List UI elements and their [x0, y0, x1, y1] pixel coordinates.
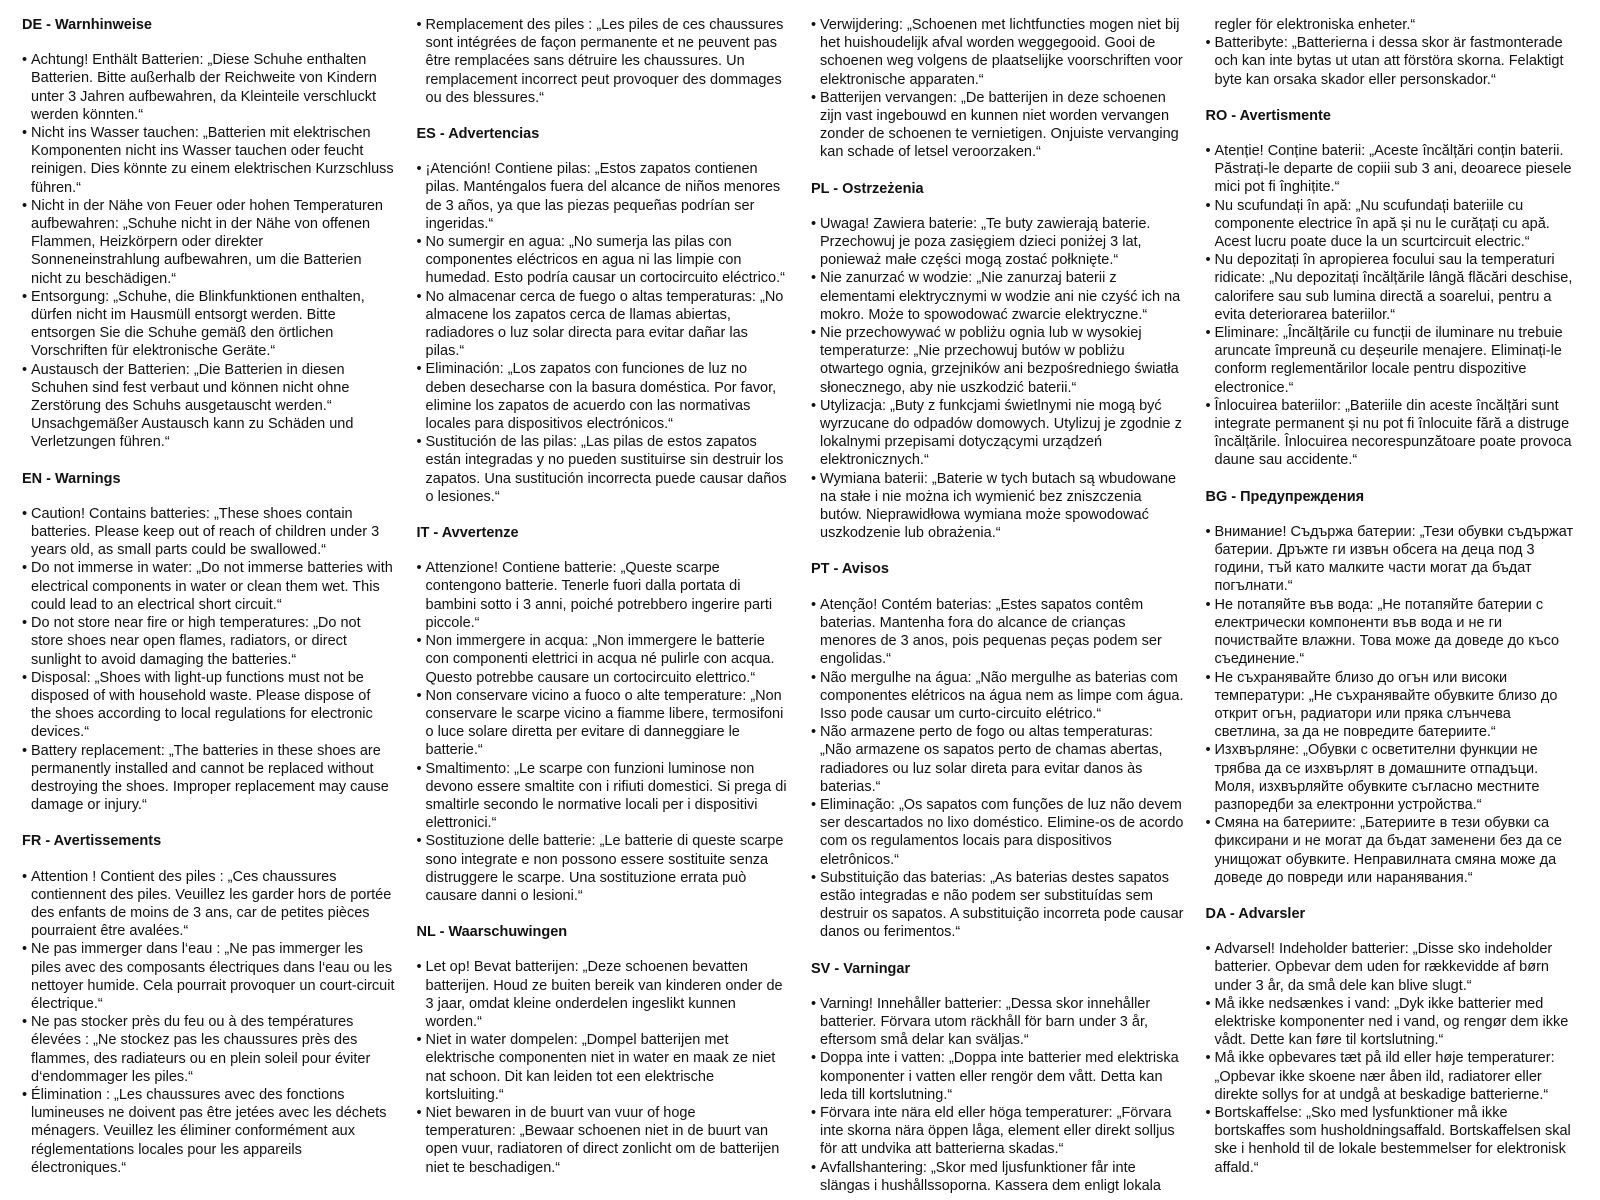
warning-item: • Изхвърляне: „Обувки с осветителни функции не трябва да се изхвърлят в домашните отпадъци. Моля, изхвърляйте обувките съгласно местните разпоредби за електронни устройства.“ — [1206, 741, 1579, 814]
warning-item: • Nu depozitați în apropierea focului sau la temperaturi ridicate: „Nu depozitați încălțările lângă flăcări deschise, calorifere sau sub lumina directă a soarelui, pentru a evita deteriorarea bateriilor.“ — [1206, 251, 1579, 324]
section-heading: DE - Warnhinweise — [22, 17, 152, 33]
section-de — [22, 16, 395, 452]
section-heading: FR - Avertissements — [22, 833, 162, 850]
section-ro — [1206, 107, 1579, 470]
warning-item: • Do not store near fire or high temperatures: „Do not store shoes near open flames, radiators, or direct sunlight to avoid damaging the batteries.“ — [22, 614, 395, 669]
warning-list — [22, 51, 395, 451]
warning-item: • No sumergir en agua: „No sumerja las pilas con componentes eléctricos en agua ni las limpie con humedad. Esto podría causar un cortocircuito eléctrico.“ — [417, 233, 790, 288]
warning-item: • Ne pas immerger dans l‘eau : „Ne pas immerger les piles avec des composants électriques dans l‘eau ou les nettoyer humide. Cela pourrait provoquer un court-circuit électrique.“ — [22, 940, 395, 1013]
warning-list — [22, 505, 395, 814]
warning-item: • Не съхранявайте близо до огън или високи температури: „Не съхранявайте обувките близо до открит огън, радиатори или пряка слънчева светлина, за да не повредите батериите.“ — [1206, 669, 1579, 742]
section-it — [417, 524, 790, 905]
section-heading: PL - Ostrzeżenia — [811, 180, 924, 197]
warning-item: • Avfallshantering: „Skor med ljusfunktioner får inte slängas i hushållssoporna. Kassera dem enligt lokala regler för elektroniska enheter.“ — [811, 16, 1578, 1200]
warning-item: • Entsorgung: „Schuhe, die Blinkfunktionen enthalten, dürfen nicht im Hausmüll entsorgt werden. Bitte entsorgen Sie die Schuhe gemäß den örtlichen Vorschriften für elektronische Geräte.“ — [22, 288, 395, 361]
warning-item: • Wymiana baterii: „Baterie w tych butach są wbudowane na stałe i nie można ich wymienić bez zniszczenia butów. Nieprawidłowa wymiana może spowodować uszkodzenie lub obrażenia.“ — [811, 470, 1184, 543]
warning-item: • Nicht ins Wasser tauchen: „Batterien mit elektrischen Komponenten nicht ins Wasser tauchen oder feucht reinigen. Dies könnte zu einem elektrischen Kurzschluss führen.“ — [22, 124, 395, 197]
warning-item: • Nu scufundați în apă: „Nu scufundați bateriile cu componente electrice în apă și nu le curățați cu apă. Acest lucru poate duce la un scurtcircuit electric.“ — [1206, 197, 1579, 252]
warning-item: • Bortskaffelse: „Sko med lysfunktioner må ikke bortskaffes som husholdningsaffald. Bortskaffelsen skal ske i henhold til de lokale bestemmelser for elektronisk affald.“ — [1206, 1104, 1579, 1177]
section-heading: DA - Advarsler — [1205, 905, 1306, 922]
warning-item: • Внимание! Съдържа батерии: „Тези обувки съдържат батерии. Дръжте ги извън обсега на деца под 3 години, тъй като малките части могат да бъдат погълнати.“ — [1206, 523, 1579, 596]
warning-item: • Substituição das baterias: „As baterias destes sapatos estão integradas e não podem ser substituídas sem destruir os sapatos. A substituição incorreta pode causar danos ou ferimentos.“ — [811, 869, 1184, 942]
section-heading: BG - Предупреждения — [1205, 488, 1365, 505]
warning-item: • Do not immerse in water: „Do not immerse batteries with electrical components in water or clean them wet. This could lead to an electrical short circuit.“ — [22, 559, 395, 614]
section-bg — [1206, 488, 1579, 887]
warning-item: • Înlocuirea bateriilor: „Bateriile din aceste încălțări sunt integrate permanent și nu pot fi înlocuite fără a distruge încălțările. Înlocuirea necorespunzătoare poate provoca daune sau accidente.“ — [1206, 397, 1579, 470]
section-heading: IT - Avvertenze — [416, 525, 519, 542]
warning-list — [1206, 940, 1579, 1177]
warning-item: • Attenzione! Contiene batterie: „Queste scarpe contengono batterie. Tenerle fuori dalla portata di bambini sotto i 3 anni, poiché potrebbero ingerire parti piccole.“ — [417, 559, 790, 632]
warning-item: • Niet in water dompelen: „Dompel batterijen met elektrische componenten niet in water en maak ze niet nat schoon. Dit kan leiden tot een elektrische kortsluiting.“ — [417, 1031, 790, 1104]
section-heading: SV - Varningar — [811, 960, 911, 977]
warning-item: • Eliminación: „Los zapatos con funciones de luz no deben desecharse con la basura doméstica. Por favor, elimine los zapatos de acuerdo con las normativas locales para dispositivos electrónicos.“ — [417, 360, 790, 433]
warning-item: • Advarsel! Indeholder batterier: „Disse sko indeholder batterier. Opbevar dem uden for rækkevidde af børn under 3 år, da små dele kan blive slugt.“ — [1206, 940, 1579, 995]
warning-item: • Uwaga! Zawiera baterie: „Te buty zawierają baterie. Przechowuj je poza zasięgiem dzieci poniżej 3 lat, ponieważ małe części mogą zostać połknięte.“ — [811, 215, 1184, 270]
warning-item: • Må ikke opbevares tæt på ild eller høje temperaturer: „Opbevar ikke skoene nær åben ild, radiatorer eller direkte sollys for at undgå at beskadige batterierne.“ — [1206, 1049, 1579, 1104]
warning-item: • Battery replacement: „The batteries in these shoes are permanently installed and cannot be replaced without destroying the shoes. Improper replacement may cause damage or injury.“ — [22, 742, 395, 815]
warning-item: • ¡Atención! Contiene pilas: „Estos zapatos contienen pilas. Manténgalos fuera del alcance de niños menores de 3 años, ya que las piezas pequeñas podrían ser ingeridas.“ — [417, 160, 790, 233]
warning-item: • Varning! Innehåller batterier: „Dessa skor innehåller batterier. Förvara utom räckhåll för barn under 3 år, eftersom små delar kan sväljas.“ — [811, 995, 1184, 1050]
warning-item: • Не потапяйте във вода: „Не потапяйте батерии с електрически компоненти във вода и не ги почиствайте влажни. Това може да доведе до късо съединение.“ — [1206, 596, 1579, 669]
warning-item: • Nicht in der Nähe von Feuer oder hohen Temperaturen aufbewahren: „Schuhe nicht in der Nähe von offenen Flammen, Heizkörpern oder direkter Sonneneinstrahlung aufbewahren, um die Batterien nicht zu beschädigen.“ — [22, 197, 395, 288]
warning-list — [1206, 523, 1579, 887]
warning-item: • Não mergulhe na água: „Não mergulhe as baterias com componentes elétricos na água nem as limpe com água. Isso pode causar um curto-circuito elétrico.“ — [811, 669, 1184, 724]
warning-list — [1206, 142, 1579, 470]
warning-item: • Nie przechowywać w pobliżu ognia lub w wysokiej temperaturze: „Nie przechowuj butów w pobliżu otwartego ognia, grzejników ani bezpośredniego światła słonecznego, aby nie uszkodzić baterii.“ — [811, 324, 1184, 397]
section-es — [417, 125, 790, 506]
section-pt — [811, 560, 1184, 941]
section-heading: ES - Advertencias — [416, 126, 540, 143]
section-en — [22, 470, 395, 815]
warning-item: • Atenție! Conține baterii: „Aceste încălțări conțin baterii. Păstrați-le departe de copiii sub 3 ani, deoarece piesele mici pot fi înghițite.“ — [1206, 142, 1579, 197]
warning-item: • Sostituzione delle batterie: „Le batterie di queste scarpe sono integrate e non possono essere sostituite senza distruggere le scarpe. Una sostituzione errata può causare danni o lesioni.“ — [417, 832, 790, 905]
warning-item: • Må ikke nedsænkes i vand: „Dyk ikke batterier med elektriske komponenter ned i vand, og rengør dem ikke vådt. Dette kan føre til kortslutning.“ — [1206, 995, 1579, 1050]
warning-item: • Élimination : „Les chaussures avec des fonctions lumineuses ne doivent pas être jetées avec les déchets ménagers. Veuillez les éliminer conformément aux réglementations locales pour les appareils électroniques.“ — [22, 1086, 395, 1177]
warning-item: • Batteribyte: „Batterierna i dessa skor är fastmonterade och kan inte bytas ut utan att förstöra skorna. Felaktigt byte kan orsaka skador eller personskador.“ — [1206, 34, 1579, 89]
warning-item: • Atenção! Contém baterias: „Estes sapatos contêm baterias. Mantenha fora do alcance de crianças menores de 3 anos, pois pequenas peças podem ser engolidas.“ — [811, 596, 1184, 669]
warning-item: • Nie zanurzać w wodzie: „Nie zanurzaj baterii z elementami elektrycznymi w wodzie ani nie czyść ich na mokro. Może to spowodować zwarcie elektryczne.“ — [811, 269, 1184, 324]
warning-item: • Verwijdering: „Schoenen met lichtfuncties mogen niet bij het huishoudelijk afval worden weggegooid. Gooi de schoenen weg volgens de plaatselijke voorschriften voor elektronische apparaten.“ — [811, 16, 1184, 89]
warning-item: • Non conservare vicino a fuoco o alte temperature: „Non conservare le scarpe vicino a fiamme libere, termosifoni o luce solare diretta per evitare di danneggiare le batterie.“ — [417, 687, 790, 760]
warning-item: • Ne pas stocker près du feu ou à des températures élevées : „Ne stockez pas les chaussures près des flammes, des radiateurs ou en plein soleil pour éviter d‘endommager les piles.“ — [22, 1013, 395, 1086]
section-da — [1206, 905, 1579, 1177]
warning-item: • Let op! Bevat batterijen: „Deze schoenen bevatten batterijen. Houd ze buiten bereik van kinderen onder de 3 jaar, omdat kleine onderdelen ingeslikt kunnen worden.“ — [417, 958, 790, 1031]
warning-item: • Niet bewaren in de buurt van vuur of hoge temperaturen: „Bewaar schoenen niet in de buurt van open vuur, radiatoren of direct zonlicht om de batterijen niet te beschadigen.“ — [417, 1104, 790, 1177]
warning-item: • No almacenar cerca de fuego o altas temperaturas: „No almacene los zapatos cerca de llamas abiertas, radiadores o luz solar directa para evitar dañar las pilas.“ — [417, 288, 790, 361]
warning-item: • Attention ! Contient des piles : „Ces chaussures contiennent des piles. Veuillez les garder hors de portée des enfants de moins de 3 ans, car de petites pièces pourraient être avalées.“ — [22, 868, 395, 941]
warning-item: • Doppa inte i vatten: „Doppa inte batterier med elektriska komponenter i vatten eller rengör dem vått. Detta kan leda till kortslutning.“ — [811, 1049, 1184, 1104]
section-pl — [811, 180, 1184, 543]
warning-item: • Batterijen vervangen: „De batterijen in deze schoenen zijn vast ingebouwd en kunnen niet worden vervangen zonder de schoenen te vernietigen. Onjuiste vervanging kan schade of letsel veroorzaken.“ — [811, 89, 1184, 162]
warning-item: • Eliminação: „Os sapatos com funções de luz não devem ser descartados no lixo doméstico. Elimine-os de acordo com os regulamentos locais para dispositivos eletrônicos.“ — [811, 796, 1184, 869]
warning-item: • Achtung! Enthält Batterien: „Diese Schuhe enthalten Batterien. Bitte außerhalb der Reichweite von Kindern unter 3 Jahren aufbewahren, da Kleinteile verschluckt werden könnten.“ — [22, 51, 395, 124]
warning-item: • Não armazene perto de fogo ou altas temperaturas: „Não armazene os sapatos perto de chamas abertas, radiadores ou luz solar direta para evitar danos às baterias.“ — [811, 723, 1184, 796]
warning-item: • Sustitución de las pilas: „Las pilas de estos zapatos están integradas y no pueden sustituirse sin destruir los zapatos. Una sustitución incorrecta puede causar daños o lesiones.“ — [417, 433, 790, 506]
warning-list — [417, 559, 790, 905]
warning-item: • Non immergere in acqua: „Non immergere le batterie con componenti elettrici in acqua né pulirle con acqua. Questo potrebbe causare un cortocircuito elettrico.“ — [417, 632, 790, 687]
section-heading: NL - Waarschuwingen — [416, 924, 568, 941]
warning-list — [417, 160, 790, 506]
warning-item: • Caution! Contains batteries: „These shoes contain batteries. Please keep out of reach of children under 3 years old, as small parts could be swallowed.“ — [22, 505, 395, 560]
section-heading: EN - Warnings — [22, 470, 121, 487]
section-heading: RO - Avertismente — [1205, 107, 1331, 124]
warning-item: • Disposal: „Shoes with light-up functions must not be disposed of with household waste. Please dispose of the shoes according to local regulations for electronic devices.“ — [22, 669, 395, 742]
warning-item: • Remplacement des piles : „Les piles de ces chaussures sont intégrées de façon permanente et ne peuvent pas être remplacées sans détruire les chaussures. Un remplacement incorrect peut provoquer des dommages ou des blessures.“ — [417, 16, 790, 107]
warning-item: • Eliminare: „Încălțările cu funcții de iluminare nu trebuie aruncate împreună cu deșeurile menajere. Eliminați-le conform reglementărilor locale pentru dispozitive electronice.“ — [1206, 324, 1579, 397]
warning-item: • Utylizacja: „Buty z funkcjami świetlnymi nie mogą być wyrzucane do odpadów domowych. Utylizuj je zgodnie z lokalnymi przepisami dotyczącymi urządzeń elektronicznych.“ — [811, 397, 1184, 470]
warning-item: • Smaltimento: „Le scarpe con funzioni luminose non devono essere smaltite con i rifiuti domestici. Si prega di smaltirle secondo le normative locali per i dispositivi elettronici.“ — [417, 760, 790, 833]
section-heading: PT - Avisos — [811, 561, 889, 578]
warning-list — [811, 596, 1184, 942]
warning-item: • Austausch der Batterien: „Die Batterien in diesen Schuhen sind fest verbaut und können nicht ohne Zerstörung des Schuhs ausgetauscht werden.“ Unsachgemäßer Austausch kann zu Schäden und Verletzungen führen.“ — [22, 361, 395, 452]
warning-item: • Förvara inte nära eld eller höga temperaturer: „Förvara inte skorna nära öppen låga, element eller direkt solljus för att undvika att batterierna skadas.“ — [811, 1104, 1184, 1159]
warning-item: • Смяна на батериите: „Батериите в тези обувки са фиксирани и не могат да бъдат заменени без да се унищожат обувките. Неправилната смяна може да доведе до повреди или наранявания.“ — [1206, 814, 1579, 887]
warning-list — [811, 215, 1184, 543]
